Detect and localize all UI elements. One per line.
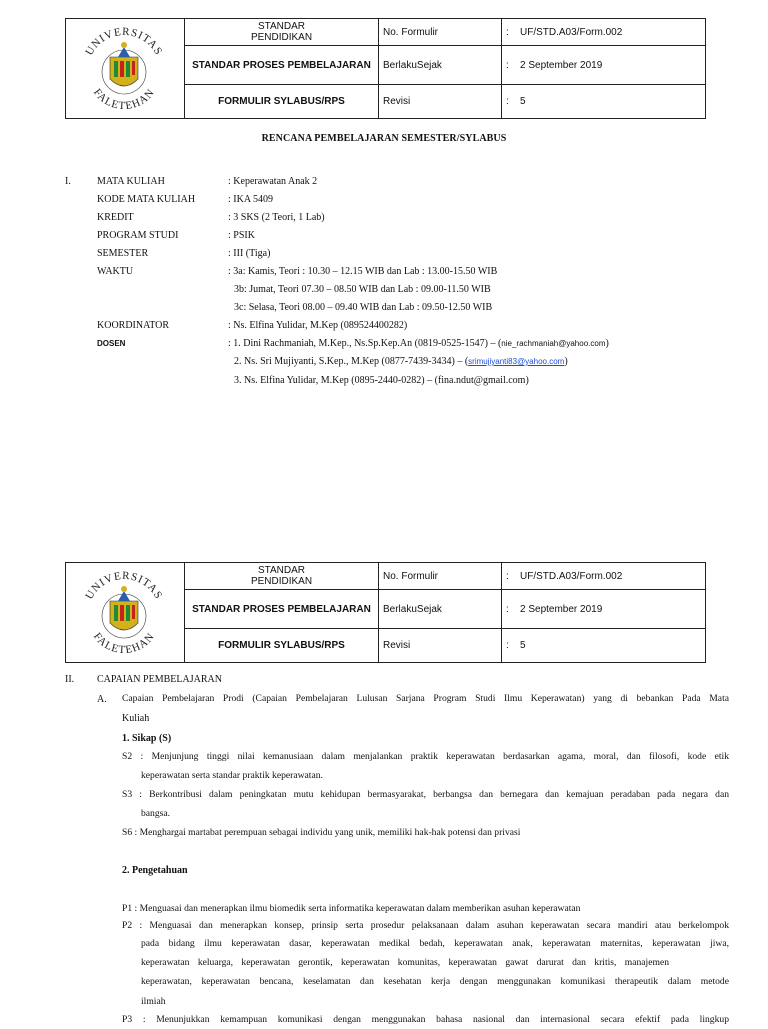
waktu-line: 3b: Jumat, Teori 07.30 – 08.50 WIB dan Lab : 09.00-11.50 WIB bbox=[234, 284, 491, 295]
s3-text: bangsa. bbox=[141, 808, 171, 819]
logo-cell bbox=[66, 19, 185, 119]
p2-text: keperawatan, keperawatan bencana, keselamatan dan kesehatan kerja dengan menggunakan komunikasi therapeutik dalam metode bbox=[141, 976, 729, 987]
field-label: PROGRAM STUDI bbox=[97, 230, 179, 241]
field-value: : III (Tiga) bbox=[228, 248, 271, 259]
document-title: RENCANA PEMBELAJARAN SEMESTER/SYLABUS bbox=[261, 133, 507, 144]
berlaku-sejak-label: BerlakuSejak bbox=[379, 46, 502, 85]
koordinator-value: : Ns. Elfina Yulidar, M.Kep (089524400282) bbox=[228, 320, 408, 331]
p2-text: ilmiah bbox=[141, 996, 166, 1007]
revisi-label: Revisi bbox=[379, 85, 502, 119]
header-table-1 bbox=[65, 18, 706, 119]
revisi-value: : 5 bbox=[502, 85, 706, 119]
subsection-a-line: Capaian Pembelajaran Prodi (Capaian Pembelajaran Lulusan Sarjana Program Studi Ilmu Keperawatan) yang di bebankan Pada Mata bbox=[122, 693, 729, 704]
formulir-sylabus-cell: FORMULIR SYLABUS/RPS bbox=[185, 85, 379, 119]
s2-text: S2 : Menjunjung tinggi nilai kemanusiaan dalam menjalankan praktik keperawatan berdasarkan agama, moral, dan filosofi, kode etik bbox=[122, 751, 729, 762]
section-1-number: I. bbox=[65, 176, 71, 187]
svg-text:UNIVERSITAS: UNIVERSITAS bbox=[83, 25, 165, 58]
no-formulir-label: No. Formulir bbox=[379, 563, 502, 590]
field-value: : 3a: Kamis, Teori : 10.30 – 12.15 WIB dan Lab : 13.00-15.50 WIB bbox=[228, 266, 498, 277]
dosen-line-3: 3. Ns. Elfina Yulidar, M.Kep (0895-2440-0282) – (fina.ndut@gmail.com) bbox=[234, 375, 529, 386]
subsection-a-letter: A. bbox=[97, 694, 107, 705]
standar-pendidikan-cell: STANDAR PENDIDIKAN bbox=[185, 19, 379, 46]
standar-pendidikan-cell: STANDAR PENDIDIKAN bbox=[185, 563, 379, 590]
berlaku-sejak-value: : 2 September 2019 bbox=[502, 46, 706, 85]
svg-text:FALETEHAN: FALETEHAN bbox=[90, 86, 158, 113]
field-label: SEMESTER bbox=[97, 248, 149, 259]
s6-text: S6 : Menghargai martabat perempuan sebagai individu yang unik, memiliki hak-hak potensi dan privasi bbox=[122, 827, 521, 838]
section-2-number: II. bbox=[65, 674, 75, 685]
revisi-label: Revisi bbox=[379, 629, 502, 663]
subsection-a-line: Kuliah bbox=[122, 713, 150, 724]
p3-text: P3 : Menunjukkan kemampuan komunikasi dengan menggunakan bahasa nasional dan internasional secara efektif pada lingkup bbox=[122, 1014, 729, 1025]
university-logo bbox=[74, 23, 174, 115]
field-value: : Keperawatan Anak 2 bbox=[228, 176, 318, 187]
standar-proses-cell: STANDAR PROSES PEMBELAJARAN bbox=[185, 590, 379, 629]
field-label: MATA KULIAH bbox=[97, 176, 165, 187]
s2-text: keperawatan serta standar praktik keperawatan. bbox=[141, 770, 323, 781]
sikap-heading: 1. Sikap (S) bbox=[122, 733, 172, 744]
p2-text: pada bidang ilmu keperawatan dasar, keperawatan medikal bedah, keperawatan anak, keperawatan maternitas, keperawatan jiwa, bbox=[141, 938, 729, 949]
field-label: KREDIT bbox=[97, 212, 134, 223]
s3-text: S3 : Berkontribusi dalam peningkatan mutu kehidupan bermasyarakat, berbangsa dan bernegara dan kemajuan peradaban pada negara dan bbox=[122, 789, 729, 800]
header-table-2 bbox=[65, 562, 706, 663]
logo-cell bbox=[66, 563, 185, 663]
waktu-line: 3c: Selasa, Teori 08.00 – 09.40 WIB dan Lab : 09.50-12.50 WIB bbox=[234, 302, 493, 313]
field-value: : IKA 5409 bbox=[228, 194, 273, 205]
no-formulir-label: No. Formulir bbox=[379, 19, 502, 46]
field-value: : 3 SKS (2 Teori, 1 Lab) bbox=[228, 212, 325, 223]
dosen-email-1: nie_rachmaniah@yahoo.com bbox=[501, 339, 606, 348]
koordinator-label: KOORDINATOR bbox=[97, 320, 170, 331]
revisi-value: : 5 bbox=[502, 629, 706, 663]
no-formulir-value: : UF/STD.A03/Form.002 bbox=[502, 563, 706, 590]
dosen-line-1: : 1. Dini Rachmaniah, M.Kep., Ns.Sp.Kep.An (0819-0525-1547) – (nie_rachmaniah@yahoo.com) bbox=[228, 338, 609, 349]
formulir-sylabus-cell: FORMULIR SYLABUS/RPS bbox=[185, 629, 379, 663]
svg-text:UNIVERSITAS: UNIVERSITAS bbox=[83, 569, 165, 602]
dosen-label: DOSEN bbox=[97, 339, 126, 348]
p2-text: keperawatan keluarga, keperawatan gerontik, keperawatan komunitas, keperawatan gawat darurat dan kritis, manajemen bbox=[141, 957, 669, 968]
dosen-email-link[interactable]: srimujiyanti83@yahoo.com bbox=[468, 357, 565, 366]
field-label: KODE MATA KULIAH bbox=[97, 194, 196, 205]
field-label: WAKTU bbox=[97, 266, 134, 277]
university-logo bbox=[74, 567, 174, 659]
field-value: : PSIK bbox=[228, 230, 255, 241]
svg-text:FALETEHAN: FALETEHAN bbox=[90, 630, 158, 657]
dosen-line-2: 2. Ns. Sri Mujiyanti, S.Kep., M.Kep (0877-7439-3434) – (srimujiyanti83@yahoo.com) bbox=[234, 356, 568, 367]
berlaku-sejak-value: : 2 September 2019 bbox=[502, 590, 706, 629]
p1-text: P1 : Menguasai dan menerapkan ilmu biomedik serta informatika keperawatan dalam memberikan asuhan keperawatan bbox=[122, 903, 581, 914]
berlaku-sejak-label: BerlakuSejak bbox=[379, 590, 502, 629]
no-formulir-value: : UF/STD.A03/Form.002 bbox=[502, 19, 706, 46]
standar-proses-cell: STANDAR PROSES PEMBELAJARAN bbox=[185, 46, 379, 85]
pengetahuan-heading: 2. Pengetahuan bbox=[122, 865, 188, 876]
section-2-title: CAPAIAN PEMBELAJARAN bbox=[97, 674, 222, 685]
p2-text: P2 : Menguasai dan menerapkan konsep, prinsip serta prosedur pelaksanaan dalam asuhan keperawatan secara mandiri atau berkelompok bbox=[122, 920, 729, 931]
